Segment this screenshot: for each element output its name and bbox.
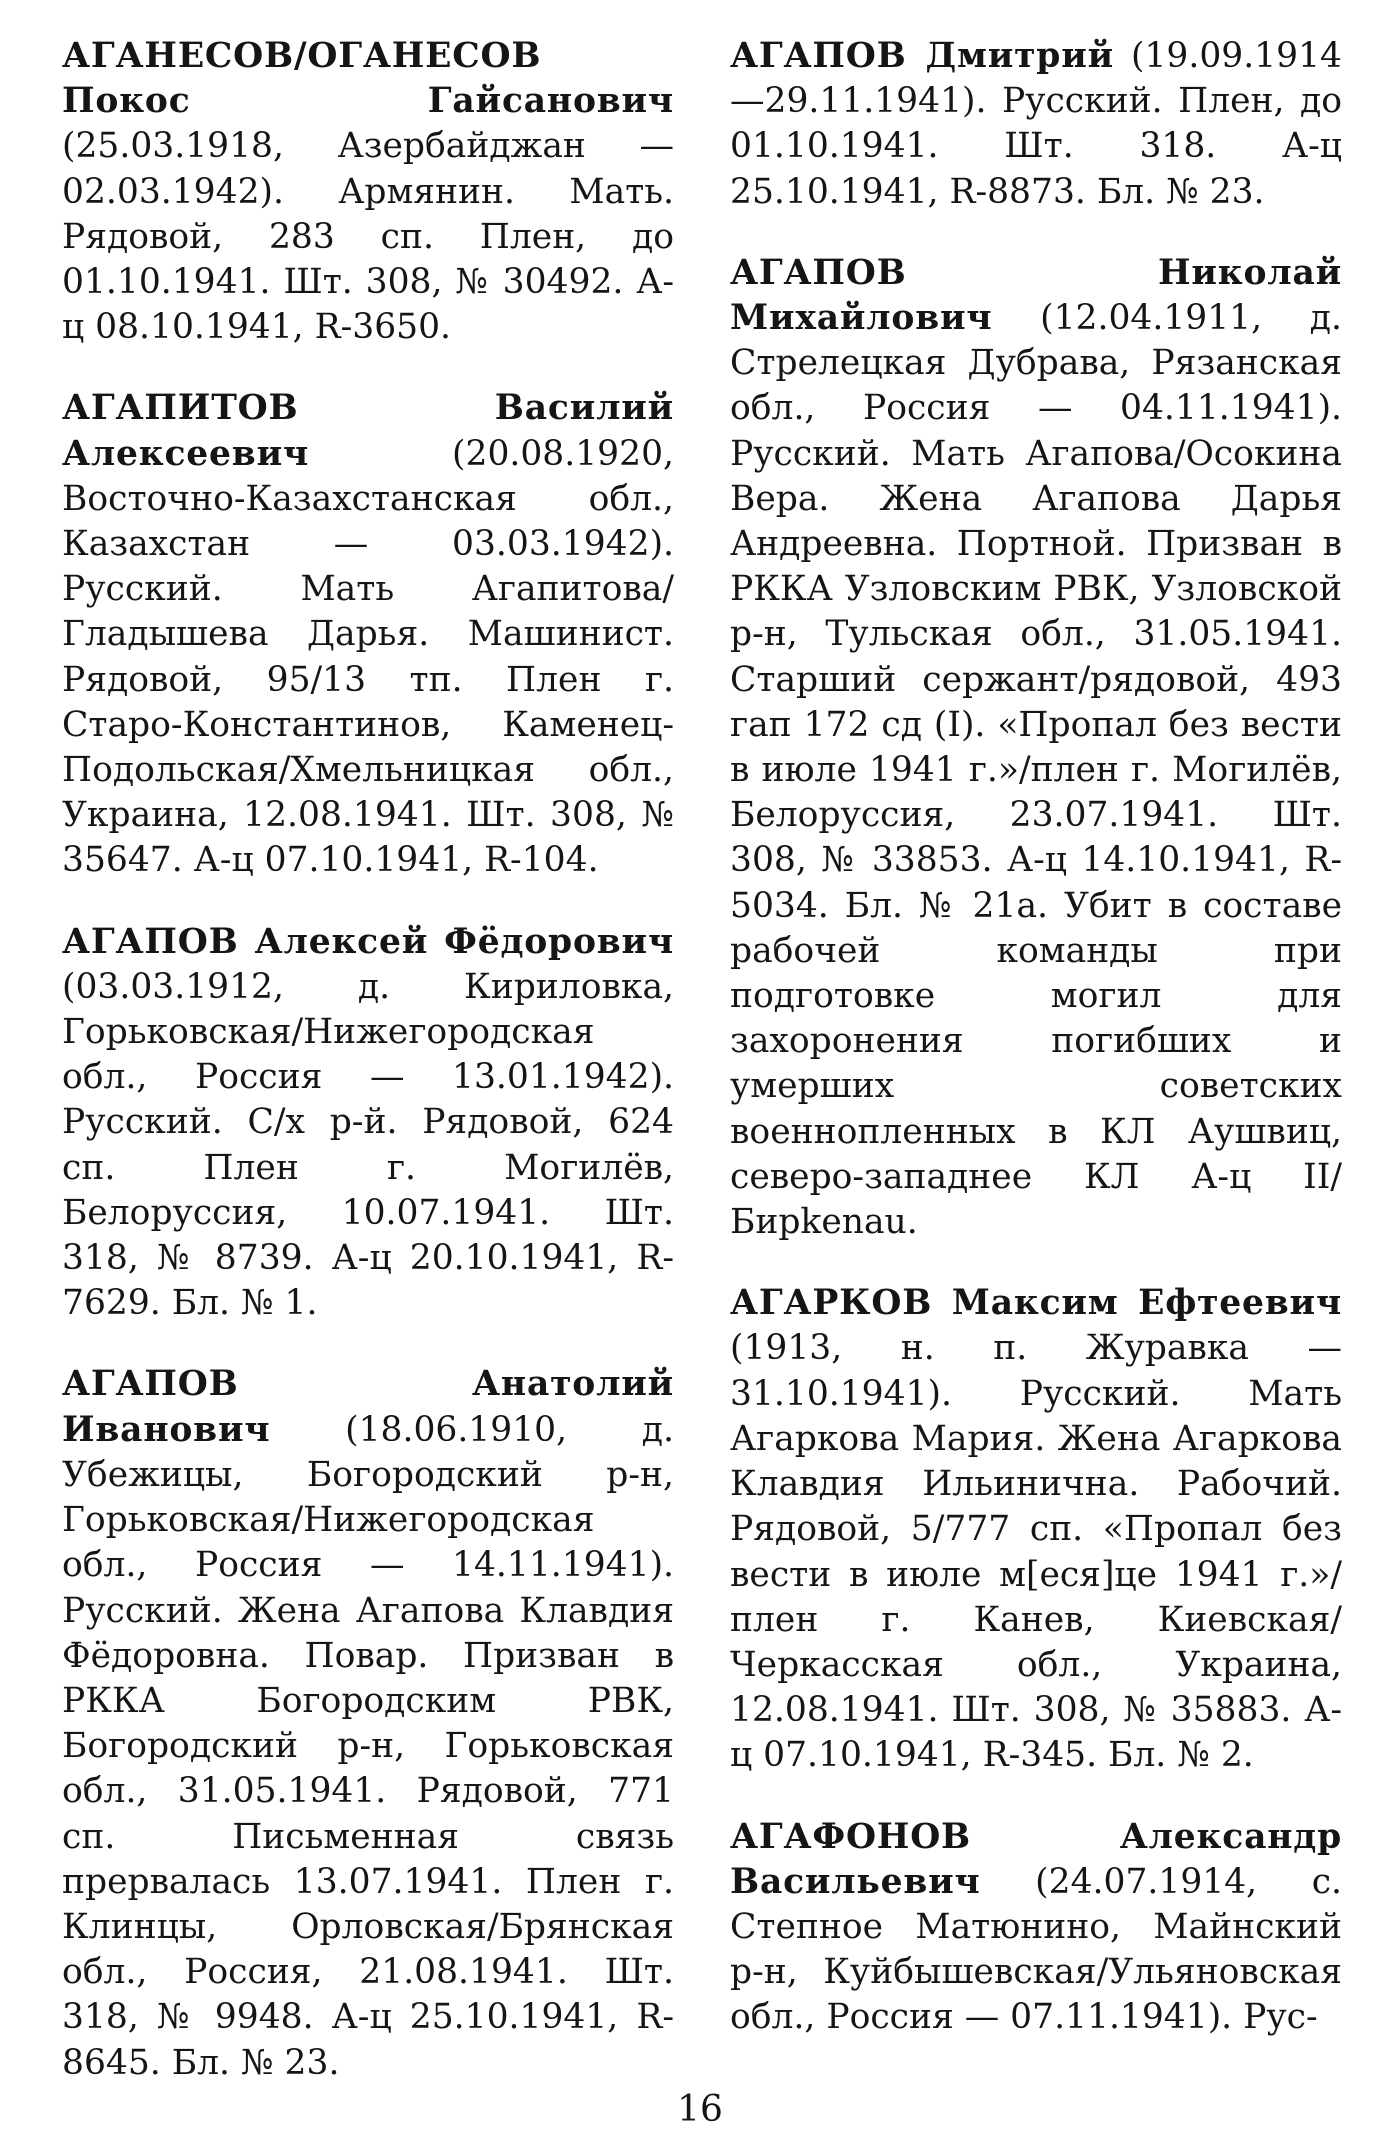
- entry-text: (20.08.1920, Восточно-Казахстанская обл., Казахстан — 03.03.1942). Русский. Мать Агапитова/Гладышева Дарья. Машинист. Рядовой, 95/13 тп. Плен г. Старо-Константинов, Каменец-Подольская/Хмельницкая обл., Украина, 12.08.1941. Шт. 308, № 35647. А-ц 07.10.1941, R-104.: [62, 433, 674, 881]
- biography-entry: [62, 920, 674, 1327]
- entry-text: (1913, н. п. Журавка — 31.10.1941). Русский. Мать Агаркова Мария. Жена Агаркова Клавдия Ильинична. Рабочий. Рядовой, 5/777 сп. «Пропал без вести в июле м[еся]це 1941 г.»/плен г. Канев, Киевская/Черкасская обл., Украина, 12.08.1941. Шт. 308, № 35883. А-ц 07.10.1941, R-345. Бл. № 2.: [730, 1328, 1342, 1776]
- entry-text: (18.06.1910, д. Убежицы, Богородский р-н, Горьковская/Нижегородская обл., Россия — 14.11.1941). Русский. Жена Агапова Клавдия Фёдоровна. Повар. Призван в РККА Богородским РВК, Богородский р-н, Горьковская обл., 31.05.1941. Рядовой, 771 сп. Письменная связь прервалась 13.07.1941. Плен г. Клинцы, Орловская/Брянская обл., Россия, 21.08.1941. Шт. 318, № 9948. А-ц 25.10.1941, R-8645. Бл. № 23.: [62, 1409, 674, 2083]
- entry-name: АГАФОНОВ Александр Васильевич: [730, 1816, 1342, 1902]
- left-column: [62, 34, 674, 2122]
- entry-name: АГАНЕСОВ/ОГАНЕСОВ Покос Гайсанович: [62, 36, 674, 122]
- biography-entry: [730, 1815, 1342, 2041]
- biography-entry: [730, 34, 1342, 215]
- book-page: [62, 34, 1342, 2094]
- entry-name: АГАПОВ Анатолий Иванович: [62, 1364, 674, 1450]
- page-number: 16: [677, 2089, 723, 2130]
- entry-text: (12.04.1911, д. Стрелецкая Дубрава, Рязанская обл., Россия — 04.11.1941). Русский. Мать Агапова/Осокина Вера. Жена Агапова Дарья Андреевна. Портной. Призван в РККА Узловским РВК, Узловской р-н, Тульская обл., 31.05.1941. Старший сержант/рядовой, 493 гап 172 сд (I). «Пропал без вести в июле 1941 г.»/плен г. Могилёв, Белоруссия, 23.07.1941. Шт. 308, № 33853. А-ц 14.10.1941, R-5034. Бл. № 21а. Убит в составе рабочей команды при подготовке могил для захоронения погибших и умерших советских военнопленных в КЛ Аушвиц, северо-западнее КЛ А-ц II/Бирkenau.: [730, 298, 1342, 1243]
- biography-entry: [62, 386, 674, 883]
- entry-name: АГАПИТОВ Василий Алексеевич: [62, 388, 674, 474]
- entry-text: (19.09.1914—29.11.1941). Русский. Плен, до 01.10.1941. Шт. 318. А-ц 25.10.1941, R-8873. Бл. № 23.: [730, 36, 1342, 212]
- entry-name: АГАПОВ Дмитрий: [730, 36, 1114, 76]
- entry-text: (03.03.1912, д. Кириловка, Горьковская/Нижегородская обл., Россия — 13.01.1942). Русский. С/х р-й. Рядовой, 624 сп. Плен г. Могилёв, Белоруссия, 10.07.1941. Шт. 318, № 8739. А-ц 20.10.1941, R-7629. Бл. № 1.: [62, 966, 674, 1324]
- right-column: [730, 34, 1342, 2077]
- biography-entry: [62, 34, 674, 350]
- biography-entry: [730, 1281, 1342, 1778]
- entry-name: АГАПОВ Николай Михайлович: [730, 252, 1342, 339]
- biography-entry: [730, 251, 1342, 1245]
- entry-name: АГАПОВ Алексей Фёдорович: [62, 921, 674, 962]
- entry-text: (24.07.1914, с. Степное Матюнино, Майнский р-н, Куйбышевская/Ульяновская обл., Россия — 07.11.1941). Рус-: [730, 1861, 1342, 2038]
- entry-name: АГАРКОВ Максим Ефтеевич: [730, 1283, 1342, 1324]
- biography-entry: [62, 1362, 674, 2085]
- entry-text: (25.03.1918, Азербайджан — 02.03.1942). Армянин. Мать. Рядовой, 283 сп. Плен, до 01.10.1941. Шт. 308, № 30492. А-ц 08.10.1941, R-3650.: [62, 126, 674, 348]
